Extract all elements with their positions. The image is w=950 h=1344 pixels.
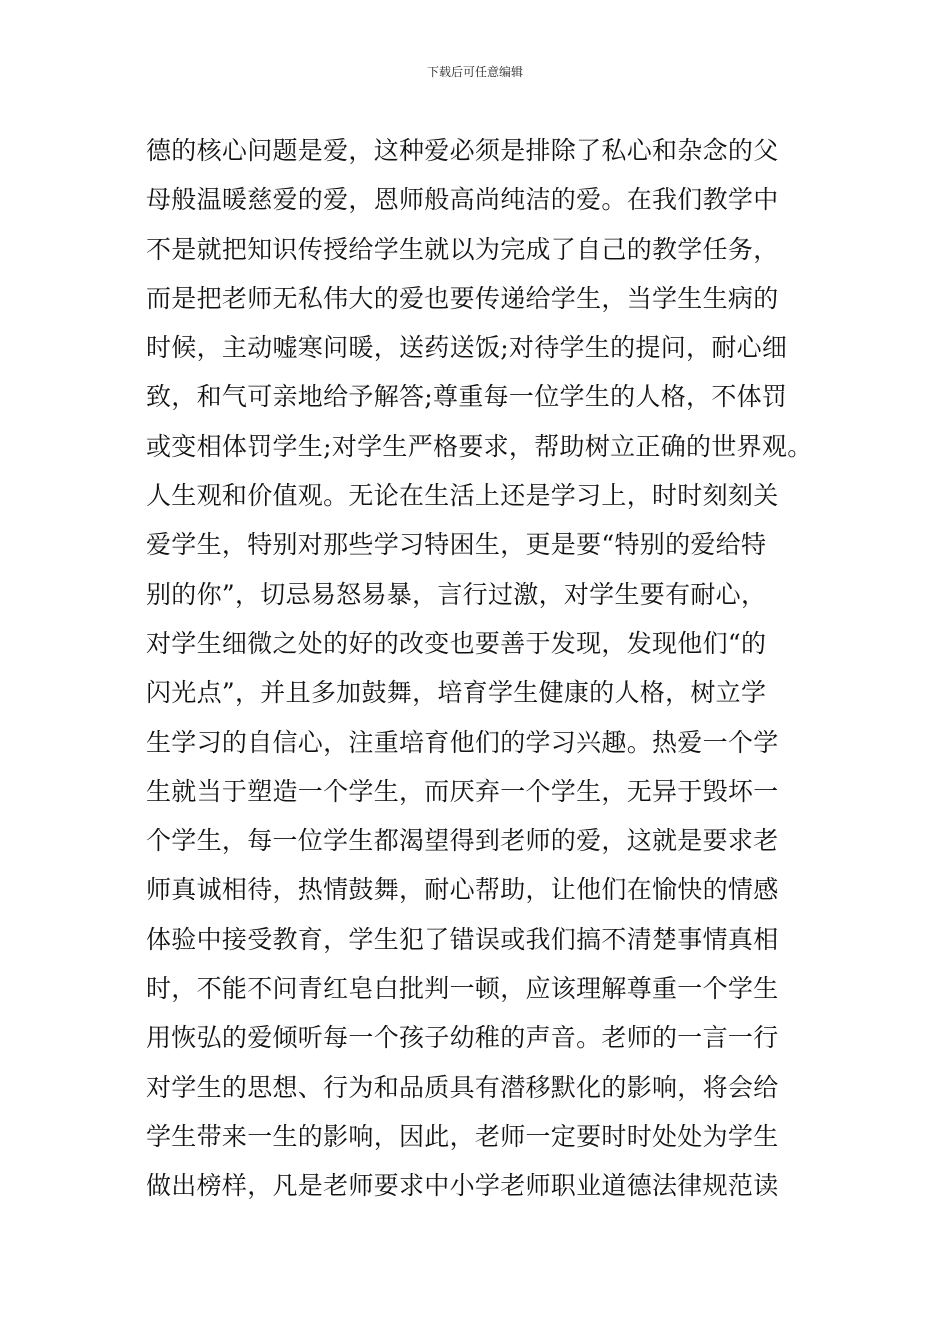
text-line: 爱学生，特别对那些学习特困生，更是要“特别的爱给特 <box>146 530 767 560</box>
text-line: 不是就把知识传授给学生就以为完成了自己的教学任务， <box>146 234 779 264</box>
page-header: 下载后可任意编辑 <box>426 65 523 79</box>
text-line: 生就当于塑造一个学生，而厌弃一个学生，无异于毁坏一 <box>146 776 779 806</box>
text-line: 个学生，每一位学生都渴望得到老师的爱，这就是要求老 <box>146 826 779 856</box>
text-line: 闪光点”，并且多加鼓舞，培育学生健康的人格，树立学 <box>146 678 767 708</box>
text-line: 时候，主动嘘寒问暖，送药送饭;对待学生的提问，耐心细 <box>146 333 788 363</box>
text-line: 对学生的思想、行为和品质具有潜移默化的影响，将会给 <box>146 1072 779 1102</box>
text-line: 体验中接受教育，学生犯了错误或我们搞不清楚事情真相 <box>146 924 779 954</box>
text-line: 学生带来一生的影响，因此，老师一定要时时处处为学生 <box>146 1121 779 1151</box>
body-text <box>146 126 826 1211</box>
text-line: 而是把老师无私伟大的爱也要传递给学生，当学生生病的 <box>146 283 779 313</box>
text-line: 致，和气可亲地给予解答;尊重每一位学生的人格，不体罚 <box>146 382 788 412</box>
text-line: 母般温暖慈爱的爱，恩师般高尚纯洁的爱。在我们教学中 <box>146 185 779 215</box>
text-line: 别的你”，切忌易怒易暴，言行过激，对学生要有耐心， <box>146 579 767 609</box>
text-line: 人生观和价值观。无论在生活上还是学习上，时时刻刻关 <box>146 481 779 511</box>
text-line: 生学习的自信心，注重培育他们的学习兴趣。热爱一个学 <box>146 727 779 757</box>
text-line: 用恢弘的爱倾听每一个孩子幼稚的声音。老师的一言一行 <box>146 1023 779 1053</box>
text-line: 对学生细微之处的好的改变也要善于发现，发现他们“的 <box>146 628 767 658</box>
text-line: 做出榜样，凡是老师要求中小学老师职业道德法律规范读 <box>146 1171 779 1201</box>
text-line: 或变相体罚学生;对学生严格要求，帮助树立正确的世界观。 <box>146 431 813 461</box>
text-line: 师真诚相待，热情鼓舞，耐心帮助，让他们在愉快的情感 <box>146 875 779 905</box>
text-line: 德的核心问题是爱，这种爱必须是排除了私心和杂念的父 <box>146 136 779 165</box>
text-line: 时，不能不问青红皂白批判一顿，应该理解尊重一个学生 <box>146 974 779 1004</box>
